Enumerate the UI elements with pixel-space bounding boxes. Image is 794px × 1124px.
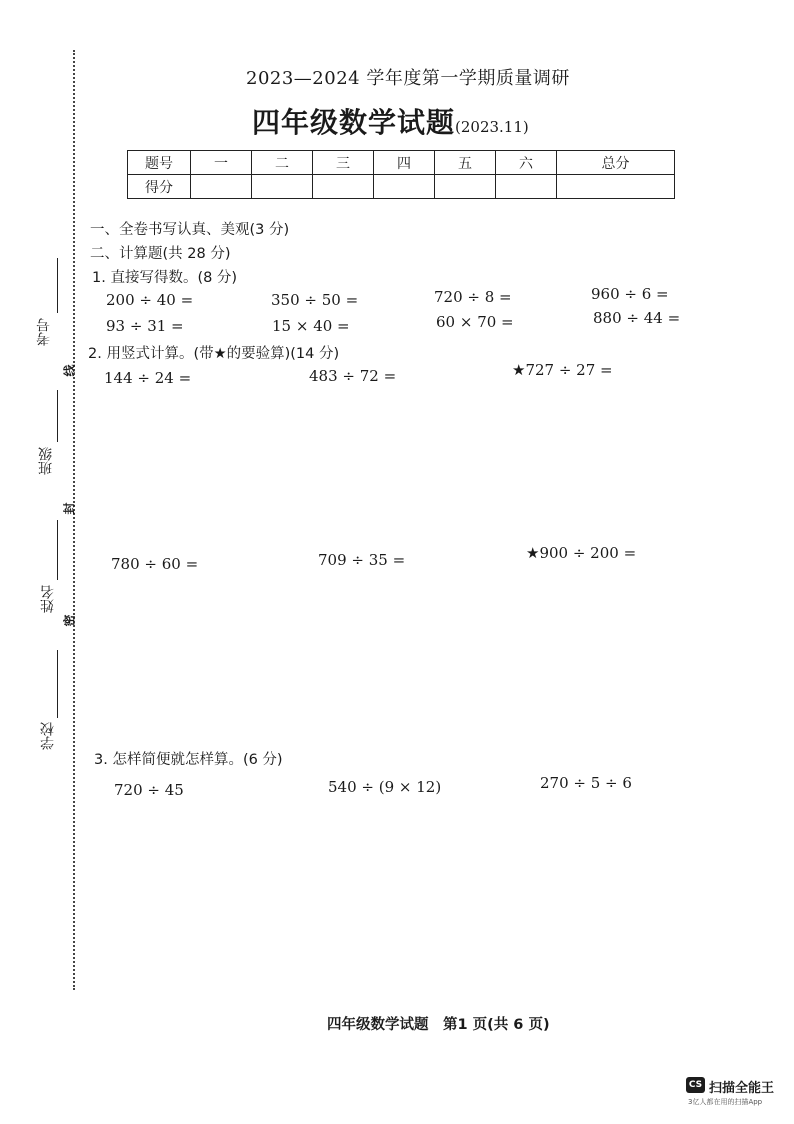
score-col-4: 四 [374, 151, 435, 175]
q3-item: 270 ÷ 5 ÷ 6 [540, 774, 632, 792]
exam-title: 四年级数学试题 [252, 106, 456, 139]
score-table [127, 150, 675, 199]
binding-char-line: 线 [62, 364, 77, 377]
exam-date: (2023.11) [455, 118, 529, 136]
section-2-heading: 二、计算题(共 28 分) [90, 246, 231, 262]
watermark-tagline: 3亿人都在用的扫描App [688, 1098, 763, 1106]
q2-item: 483 ÷ 72 = [309, 367, 397, 385]
q1-item: 200 ÷ 40 = [106, 291, 194, 309]
score-cell[interactable] [496, 175, 557, 199]
score-col-1: 一 [191, 151, 252, 175]
camscanner-logo-icon: CS [686, 1077, 705, 1093]
score-table-score-row [128, 175, 675, 199]
score-col-5: 五 [435, 151, 496, 175]
score-cell[interactable] [252, 175, 313, 199]
q1-item: 960 ÷ 6 = [591, 285, 669, 303]
score-cell[interactable] [313, 175, 374, 199]
q1-item: 15 × 40 = [272, 317, 350, 335]
name-label: 姓名 [40, 585, 56, 613]
score-cell[interactable] [191, 175, 252, 199]
watermark-name: 扫描全能王 [709, 1081, 775, 1096]
exam-number-blank[interactable] [57, 258, 58, 313]
section-1-heading: 一、全卷书写认真、美观(3 分) [90, 222, 290, 238]
q3-item: 540 ÷ (9 × 12) [328, 778, 442, 796]
name-blank[interactable] [57, 520, 58, 580]
score-cell[interactable] [557, 175, 675, 199]
q1-item: 720 ÷ 8 = [434, 288, 512, 306]
score-col-6: 六 [496, 151, 557, 175]
class-blank[interactable] [57, 390, 58, 442]
school-label: 学校 [40, 722, 56, 750]
score-table-label-score: 得分 [128, 175, 191, 199]
score-col-total: 总分 [557, 151, 675, 175]
page-footer: 四年级数学试题 第1 页(共 6 页) [327, 1017, 550, 1033]
binding-dotted-line [73, 50, 75, 990]
q3-item: 720 ÷ 45 [114, 781, 184, 799]
score-col-3: 三 [313, 151, 374, 175]
school-blank[interactable] [57, 650, 58, 718]
q2-item: 144 ÷ 24 = [104, 369, 192, 387]
q1-item: 880 ÷ 44 = [593, 309, 681, 327]
binding-char-secret: 密 [62, 614, 77, 627]
exam-number-label: 考号 [36, 318, 52, 346]
q2-item: ★727 ÷ 27 = [512, 361, 613, 379]
exam-title-row [252, 101, 529, 141]
q2-item: 780 ÷ 60 = [111, 555, 199, 573]
score-table-header-row [128, 151, 675, 175]
q1-item: 60 × 70 = [436, 313, 514, 331]
q1-item: 93 ÷ 31 = [106, 317, 184, 335]
q1-item: 350 ÷ 50 = [271, 291, 359, 309]
binding-char-seal: 封 [62, 502, 77, 515]
question-1-heading: 1. 直接写得数。(8 分) [92, 270, 238, 286]
question-2-heading: 2. 用竖式计算。(带★的要验算)(14 分) [88, 346, 340, 362]
q2-item: 709 ÷ 35 = [318, 551, 406, 569]
class-label: 班级 [38, 447, 54, 475]
score-cell[interactable] [435, 175, 496, 199]
q2-item: ★900 ÷ 200 = [526, 544, 637, 562]
score-table-label-number: 题号 [128, 151, 191, 175]
score-col-2: 二 [252, 151, 313, 175]
exam-term-title: 2023—2024 学年度第一学期质量调研 [246, 68, 570, 89]
score-cell[interactable] [374, 175, 435, 199]
question-3-heading: 3. 怎样简便就怎样算。(6 分) [94, 752, 283, 768]
